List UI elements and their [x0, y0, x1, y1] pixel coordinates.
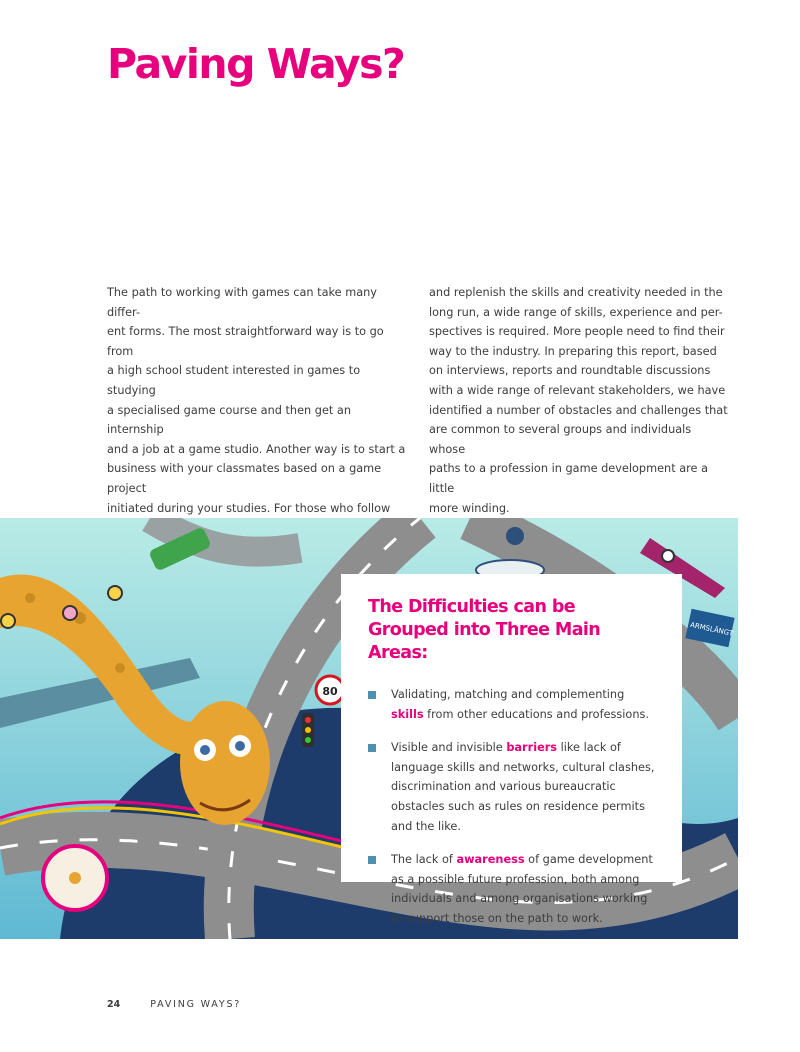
speed-sign-text: 80 — [322, 685, 338, 698]
keyword-skills: skills — [391, 707, 424, 721]
list-item: The lack of awareness of game development as a possible future profession, both among individuals and among organisations working to support those on the path to work. — [368, 850, 660, 928]
card-heading: The Difficulties can be Grouped into Three Main Areas: — [368, 597, 601, 663]
keyword-awareness: awareness — [456, 853, 525, 867]
intro-column-2: and replenish the skills and creativity needed in the long run, a wide range of skills, experience and per- spectives is required. More people need to find their way to the industry. In preparing this report, based on interviews, reports and roundtable discussions with a wide range of relevant stakeholders, we have identified a number of obstacles and challenges that are common to several groups and individuals whose paths to a profession in game development are a little more winding. — [429, 286, 728, 515]
square-bullet-icon — [368, 744, 376, 752]
page-footer — [107, 999, 241, 1010]
list-item: Validating, matching and complementing skills from other educations and professions. — [368, 685, 660, 724]
page-title: Paving Ways? — [107, 40, 405, 88]
intro-column-1: The path to working with games can take many differ- ent forms. The most straightforward way is to go from a high school student interested in games to studying a specialised game course and then get an internship and a job at a game studio. Another way is to start a business with your classmates based on a game project initiated during your studies. For those who follow — [107, 286, 406, 515]
street-sign-text: ARMSLÄNGT — [689, 620, 734, 638]
square-bullet-icon — [368, 856, 376, 864]
difficulties-list — [368, 685, 660, 929]
square-bullet-icon — [368, 691, 376, 699]
difficulties-card — [341, 574, 682, 925]
page-number: 24 — [107, 999, 121, 1010]
section-label: PAVING WAYS? — [150, 999, 242, 1010]
list-item: Visible and invisible barriers like lack of language skills and networks, cultural clashes, discrimination and various bureaucratic obstacles such as rules on residence permits and the like. — [368, 738, 660, 836]
keyword-barriers: barriers — [506, 741, 558, 755]
